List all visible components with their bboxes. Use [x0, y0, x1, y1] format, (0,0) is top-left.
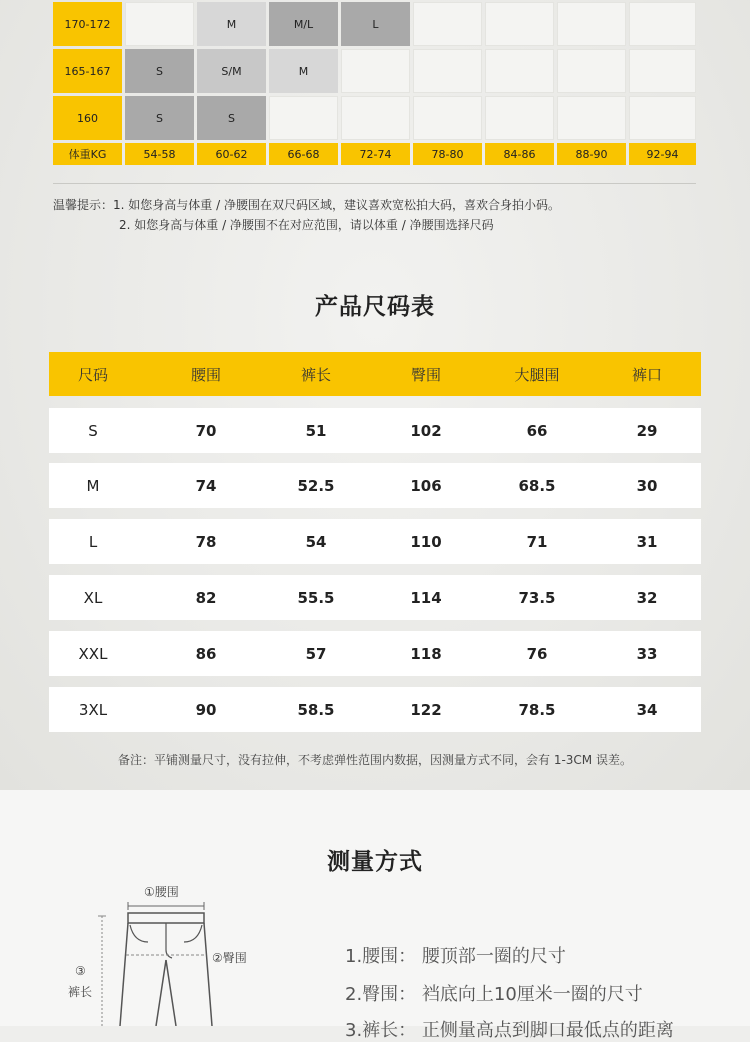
diagram-label-length: 裤长	[68, 985, 93, 999]
matrix-cell	[341, 49, 410, 93]
matrix-cell	[629, 2, 696, 46]
table-row	[49, 631, 701, 676]
matrix-cell	[269, 96, 338, 140]
weight-label: 88-90	[557, 143, 626, 165]
cell-length: 55.5	[297, 588, 335, 607]
cell-thigh: 76	[526, 644, 548, 663]
size-table-header	[49, 352, 701, 396]
cell-hip: 106	[410, 476, 442, 495]
matrix-cell: M	[269, 49, 338, 93]
cell-size: XL	[83, 588, 103, 607]
matrix-cell	[557, 49, 626, 93]
matrix-cell	[413, 96, 482, 140]
tips-line-1: 1. 如您身高与体重 / 净腰围在双尺码区域，建议喜欢宽松拍大码，喜欢合身拍小码。	[113, 198, 560, 212]
cell-hem: 30	[636, 476, 658, 495]
matrix-cell	[341, 96, 410, 140]
cell-size: M	[86, 476, 100, 495]
matrix-cell: S	[125, 96, 194, 140]
cell-waist: 82	[195, 588, 217, 607]
cell-hip: 110	[410, 532, 442, 551]
matrix-cell: M	[197, 2, 266, 46]
table-row	[49, 575, 701, 620]
cell-waist: 86	[195, 644, 217, 663]
tips	[53, 195, 560, 235]
height-label: 170-172	[53, 2, 122, 46]
cell-waist: 74	[195, 476, 217, 495]
matrix-cell	[413, 2, 482, 46]
weight-label: 84-86	[485, 143, 554, 165]
diagram-label-hip: ②臀围	[212, 951, 247, 965]
cell-thigh: 66	[526, 421, 548, 440]
cell-hip: 114	[410, 588, 442, 607]
cell-hip: 102	[410, 421, 442, 440]
height-label: 160	[53, 96, 122, 140]
cell-hem: 33	[636, 644, 658, 663]
cell-hem: 34	[636, 700, 658, 719]
cell-hem: 31	[636, 532, 658, 551]
divider	[53, 183, 696, 184]
weight-label: 60-62	[197, 143, 266, 165]
weight-label: 66-68	[269, 143, 338, 165]
size-chart-title: 产品尺码表	[315, 294, 435, 320]
table-row	[49, 408, 701, 453]
cell-waist: 70	[195, 421, 217, 440]
cell-hip: 118	[410, 644, 442, 663]
cell-length: 58.5	[297, 700, 335, 719]
cell-size: XXL	[78, 644, 108, 663]
cell-hip: 122	[410, 700, 442, 719]
cell-length: 52.5	[297, 476, 335, 495]
matrix-cell: L	[341, 2, 410, 46]
pants-illustration	[60, 880, 280, 1026]
matrix-cell: S	[125, 49, 194, 93]
matrix-cell: M/L	[269, 2, 338, 46]
weight-label: 54-58	[125, 143, 194, 165]
matrix-cell	[629, 96, 696, 140]
diagram-label-waist: ①腰围	[144, 885, 179, 899]
cell-waist: 78	[195, 532, 217, 551]
cell-length: 57	[305, 644, 327, 663]
measure-item-waist: 1.腰围： 腰顶部一圈的尺寸	[345, 946, 566, 967]
cell-size: L	[88, 532, 98, 551]
diagram-label-length-num: ③	[75, 964, 86, 978]
matrix-cell	[557, 96, 626, 140]
tips-line-2: 2. 如您身高与体重 / 净腰围不在对应范围，请以体重 / 净腰围选择尺码	[119, 218, 494, 232]
measure-title: 测量方式	[327, 849, 423, 875]
header-hem: 裤口	[631, 365, 662, 384]
table-row	[49, 463, 701, 508]
matrix-cell: S	[197, 96, 266, 140]
matrix-cell	[485, 2, 554, 46]
header-waist: 腰围	[190, 365, 221, 384]
cell-thigh: 71	[526, 532, 548, 551]
table-row	[49, 687, 701, 732]
size-note: 备注：平铺测量尺寸，没有拉伸，不考虑弹性范围内数据，因测量方式不同，会有 1-3CM 误差。	[118, 753, 632, 767]
measure-item-hip: 2.臀围： 裆底向上10厘米一圈的尺寸	[345, 984, 643, 1005]
matrix-cell	[485, 96, 554, 140]
table-row	[49, 519, 701, 564]
measure-item-length: 3.裤长： 正侧量高点到脚口最低点的距离	[345, 1020, 674, 1041]
weight-header: 体重KG	[53, 143, 122, 165]
weight-label: 72-74	[341, 143, 410, 165]
cell-length: 54	[305, 532, 327, 551]
cell-thigh: 78.5	[518, 700, 556, 719]
cell-thigh: 73.5	[518, 588, 556, 607]
cell-size: 3XL	[78, 700, 108, 719]
cell-hem: 32	[636, 588, 658, 607]
weight-label: 78-80	[413, 143, 482, 165]
header-length: 裤长	[300, 365, 331, 384]
matrix-cell	[557, 2, 626, 46]
tips-prefix: 温馨提示：	[53, 198, 114, 212]
header-thigh: 大腿围	[514, 365, 560, 384]
matrix-cell	[413, 49, 482, 93]
cell-hem: 29	[636, 421, 658, 440]
matrix-cell	[125, 2, 194, 46]
matrix-cell	[629, 49, 696, 93]
matrix-cell: S/M	[197, 49, 266, 93]
height-label: 165-167	[53, 49, 122, 93]
header-size: 尺码	[77, 365, 108, 384]
cell-size: S	[88, 421, 98, 440]
header-hip: 臀围	[410, 365, 441, 384]
cell-waist: 90	[195, 700, 217, 719]
matrix-cell	[485, 49, 554, 93]
weight-label: 92-94	[629, 143, 696, 165]
pants-diagram	[60, 880, 280, 1026]
cell-thigh: 68.5	[518, 476, 556, 495]
cell-length: 51	[305, 421, 327, 440]
